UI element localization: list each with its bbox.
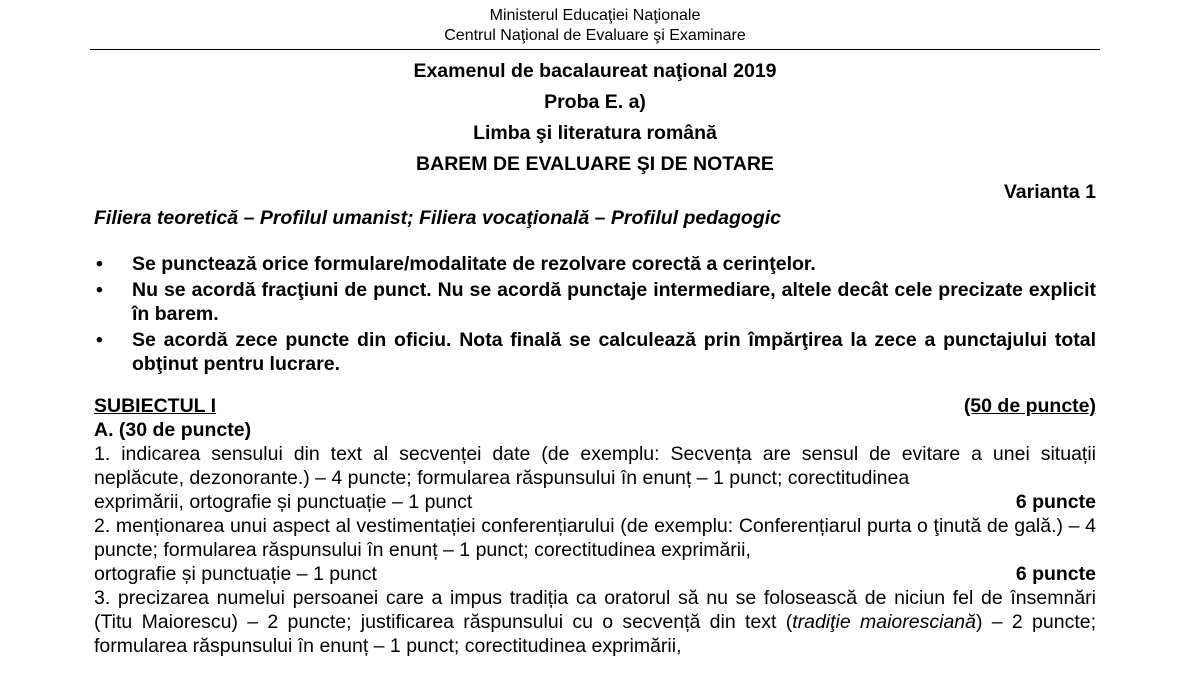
- exam-title: Examenul de bacalaureat naţional 2019: [413, 60, 777, 82]
- subiect-label: SUBIECTUL I: [94, 395, 217, 417]
- rule-text: Se punctează orice formulare/modalitate de rezolvare corectă a cerinţelor.: [132, 253, 816, 275]
- scoring-item: [94, 586, 1096, 658]
- ministry-name: Ministerul Educaţiei Naţionale: [489, 7, 701, 24]
- bullet-icon: •: [96, 329, 103, 351]
- document-header: [94, 0, 1096, 46]
- subiect-points: (50 de puncte): [963, 395, 1096, 417]
- item-points: 6 puncte: [1015, 563, 1096, 585]
- general-rules-list: [94, 252, 1096, 376]
- document-page: [94, 0, 1096, 658]
- item-text: 2. menționarea unui aspect al vestimentației conferențiarului (de exemplu: Conferențiarul purta o ţinută de gală.) – 4 puncte; formularea răspunsului în enunț – 1 punct; corectitudinea exprimării,: [94, 515, 1096, 561]
- section-a-heading: A. (30 de puncte): [94, 419, 252, 441]
- item-last-line: exprimării, ortografie și punctuație – 1 punct: [94, 491, 473, 513]
- item-points: 6 puncte: [1015, 491, 1096, 513]
- item-text: 1. indicarea sensului din text al secvenței date (de exemplu: Secvența are sensul de evitare a unei situații neplăcute, dezonorante.) – 4 puncte; formularea răspunsului în enunț – 1 punct; corectitudinea: [94, 443, 1096, 489]
- proba-title: Proba E. a): [544, 91, 646, 113]
- center-name: Centrul Naţional de Evaluare şi Examinare: [444, 27, 746, 44]
- rule-item: [94, 278, 1096, 326]
- scoring-item: [94, 514, 1096, 586]
- rule-text: Se acordă zece puncte din oficiu. Nota finală se calculează prin împărţirea la zece a punctajului total obţinut pentru lucrare.: [132, 329, 1096, 375]
- item-end-row: [94, 490, 1096, 514]
- rule-item: [94, 328, 1096, 376]
- item-text-italic: tradiţie maioresciană: [792, 611, 976, 633]
- bullet-icon: •: [96, 279, 103, 301]
- filiera-line: Filiera teoretică – Profilul umanist; Filiera vocaţională – Profilul pedagogic: [94, 207, 782, 229]
- item-last-line: ortografie și punctuație – 1 punct: [94, 563, 377, 585]
- header-divider: [90, 49, 1100, 50]
- variant-label: Varianta 1: [1003, 181, 1096, 203]
- item-text-part: 3. precizarea numelui persoanei care a impus tradiția ca oratorul să nu se folosească de niciun fel de însemnări (Titu Maiorescu) – 2 puncte; justificarea răspunsului cu o secvență din text (: [94, 587, 1096, 633]
- rule-item: [94, 252, 1096, 276]
- rule-text: Nu se acordă fracţiuni de punct. Nu se acordă punctaje intermediare, altele decât cele precizate explicit în barem.: [132, 279, 1096, 325]
- scoring-item: [94, 442, 1096, 514]
- subject-title: Limba şi literatura română: [473, 122, 717, 144]
- item-text: [94, 586, 1096, 658]
- subiect-heading: [94, 394, 1096, 418]
- bullet-icon: •: [96, 253, 103, 275]
- barem-title: BAREM DE EVALUARE ŞI DE NOTARE: [416, 153, 774, 175]
- item-text-part: ) – 2 puncte; formularea răspunsului în enunț – 1 punct; corectitudinea exprimării,: [94, 611, 1096, 657]
- item-end-row: [94, 562, 1096, 586]
